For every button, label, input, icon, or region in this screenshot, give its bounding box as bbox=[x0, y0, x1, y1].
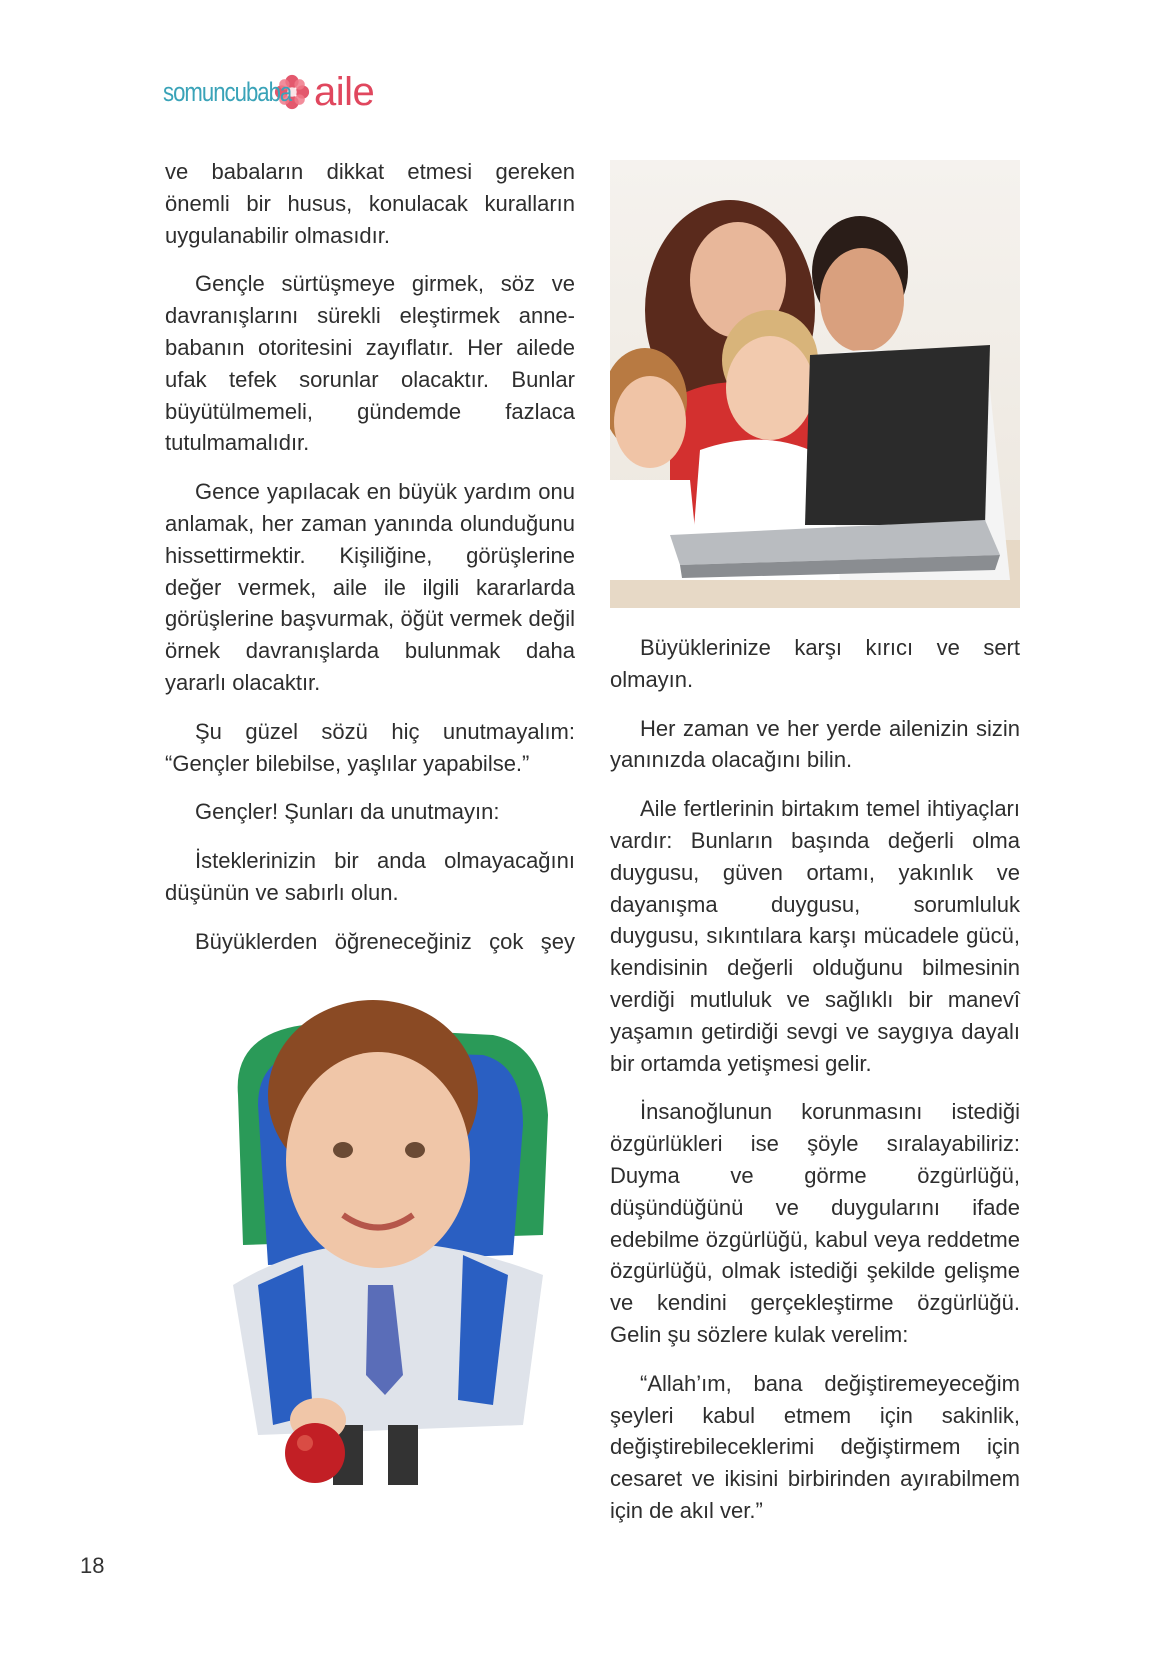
logo-wordmark-somuncubaba: somuncubaba bbox=[163, 76, 292, 107]
paragraph: Gence yapılacak en büyük yardım onu anlamak, her zaman yanında olunduğunu hissettirmektir. Kişiliğine, görüşlerine değer vermek, aile ile ilgili kararlarda görüşlerine başvurmak, öğüt vermek değil örnek davranışlarda bulunmak daha yararlı olacaktır. bbox=[165, 479, 575, 695]
paragraph: Büyüklerden öğreneceğiniz çok şey bbox=[195, 928, 575, 954]
logo-wordmark-aile: aile bbox=[314, 70, 375, 114]
page-number: 18 bbox=[80, 1553, 105, 1578]
left-text-column bbox=[165, 156, 575, 1006]
schoolboy-photo bbox=[163, 955, 578, 1495]
paragraph: İnsanoğlunun korunmasını istediği özgürlükleri ise şöyle sıralayabiliriz: Duyma ve görme özgürlüğü, düşündüğünü ve duygularını ifade edebilme özgürlüğü, kabul veya reddetme özgürlüğü, olmak istediği şekilde gelişme ve kendini gerçekleştirme özgürlüğü. Gelin şu sözlere kulak verelim: bbox=[610, 1099, 1020, 1347]
paragraph: Şu güzel sözü hiç unutmayalım: “Gençler bilebilse, yaşlılar yapabilse.” bbox=[165, 718, 575, 776]
paragraph: Büyüklerinize karşı kırıcı ve sert olmayın. bbox=[610, 635, 1020, 692]
family-laptop-photo bbox=[610, 160, 1020, 608]
paragraph: ve babaların dikkat etmesi gereken önemli bir husus, konulacak kuralların uygulanabilir olmasıdır. bbox=[165, 159, 575, 248]
brand-logo bbox=[163, 72, 374, 112]
paragraph: Aile fertlerinin birtakım temel ihtiyaçları vardır: Bunların başında değerli olma duygusu, güven ortamı, yakınlık ve dayanışma duygusu, sorumluluk duygusu, sıkıntılara karşı mücadele gücü, kendisinin değerli olduğunu bilmesinin verdiği mutluluk ve sağlıklı bir manevî yaşamın getirdiği sevgi ve saygıya dayalı bir ortamda yetişmesi gelir. bbox=[610, 796, 1020, 1076]
paragraph: İsteklerinizin bir anda olmayacağını düşünün ve sabırlı olun. bbox=[165, 848, 575, 905]
paragraph: Gençle sürtüşmeye girmek, söz ve davranışlarını sürekli eleştirmek anne-babanın otoritesini zayıflatır. Her ailede ufak tefek sorunlar olacaktır. Bunlar büyütülmemeli, gündemde fazlaca tutulmamalıdır. bbox=[165, 271, 575, 456]
right-text-column bbox=[610, 632, 1020, 1544]
paragraph: Her zaman ve her yerde ailenizin sizin yanınızda olacağını bilin. bbox=[610, 715, 1020, 773]
paragraph: Gençler! Şunları da unutmayın: bbox=[195, 799, 500, 825]
paragraph: “Allah’ım, bana değiştiremeyeceğim şeyleri kabul etmem için sakinlik, değiştirebileceklerimi değiştirmem için cesaret ve ikisini birbirinden ayırabilmem için de akıl ver.” bbox=[610, 1370, 1020, 1523]
